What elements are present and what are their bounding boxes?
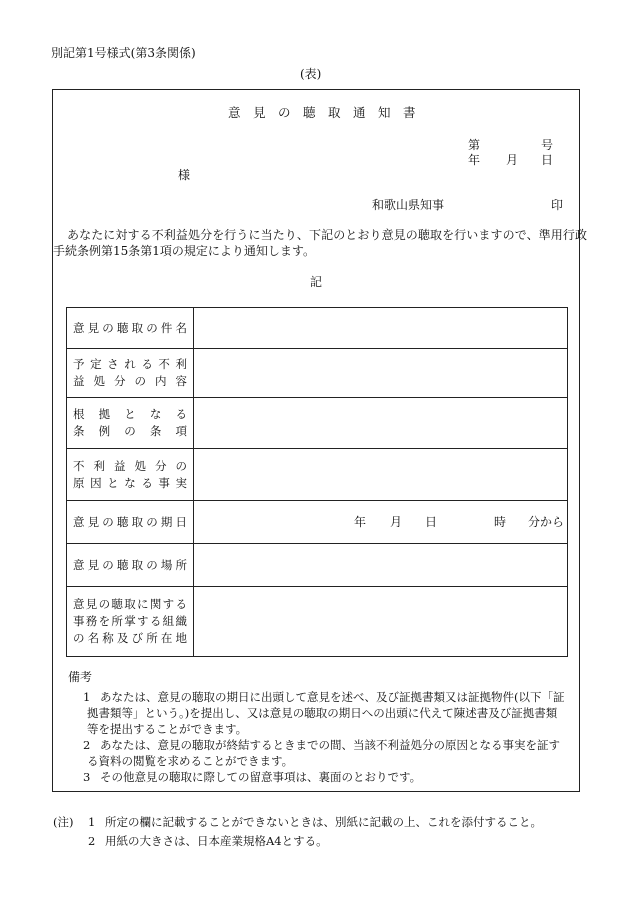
- organization-field[interactable]: [194, 587, 568, 657]
- footnote-2-number: 2: [88, 834, 96, 848]
- subject-field[interactable]: [194, 308, 568, 349]
- table-row: [67, 349, 568, 398]
- row-label-subject: 意見の聴取の件名: [67, 308, 194, 349]
- hearing-date-year: 年: [354, 515, 367, 529]
- row-label-organization: 意見の聴取に関する 事務を所掌する組織 の名称及び所在地: [67, 587, 194, 657]
- table-row: [67, 398, 568, 449]
- table-row: [67, 544, 568, 587]
- seal-mark: 印: [551, 198, 564, 212]
- footnote-label: (注): [53, 815, 74, 829]
- row-label-cause-facts: 不利益処分の 原因となる事実: [67, 449, 194, 501]
- hearing-date-field[interactable]: [194, 501, 568, 544]
- row-label-planned-disposition: 予定される不利 益処分の内容: [67, 349, 194, 398]
- row-label-legal-basis: 根 拠 と な る 条 例 の 条 項: [67, 398, 194, 449]
- table-row: [67, 449, 568, 501]
- remark-2-line2: る資料の閲覧を求めることができます。: [87, 754, 294, 768]
- footnote-1-text: 所定の欄に記載することができないときは、別紙に記載の上、これを添付すること。: [105, 815, 542, 829]
- table-row: [67, 308, 568, 349]
- remark-2-line1: あなたは、意見の聴取が終結するときまでの間、当該不利益処分の原因となる事実を証す: [100, 738, 560, 752]
- side-indicator: (表): [300, 67, 322, 81]
- doc-number-prefix: 第: [468, 138, 481, 152]
- ki-heading: 記: [310, 275, 323, 289]
- remark-1-line2: 拠書類等」という。)を提出し、又は意見の聴取の期日への出頭に代えて陳述書及び証拠書類: [87, 706, 558, 720]
- hearing-details-table: [66, 307, 568, 657]
- remark-1-line3: 等を提出することができます。: [87, 722, 248, 736]
- document-title: 意 見 の 聴 取 通 知 書: [228, 105, 416, 120]
- hearing-date-hour: 時: [494, 515, 507, 529]
- remarks-title: 備考: [68, 670, 93, 684]
- hearing-date-day: 日: [425, 515, 438, 529]
- form-reference: 別記第1号様式(第3条関係): [51, 46, 196, 60]
- issuer-name: 和歌山県知事: [372, 198, 445, 212]
- remark-3-line1: その他意見の聴取に際しての留意事項は、裏面のとおりです。: [100, 770, 422, 784]
- row-label-hearing-date: 意見の聴取の期日: [67, 501, 194, 544]
- table-row: [67, 587, 568, 657]
- row-label-hearing-place: 意見の聴取の場所: [67, 544, 194, 587]
- intro-text-line1: あなたに対する不利益処分を行うに当たり、下記のとおり意見の聴取を行いますので、準用行政: [67, 228, 588, 242]
- doc-number-suffix: 号: [541, 138, 554, 152]
- intro-text-line2: 手続条例第15条第1項の規定により通知します。: [53, 244, 315, 258]
- hearing-date-month: 月: [390, 515, 403, 529]
- date-year-label: 年: [468, 153, 481, 167]
- date-day-label: 日: [541, 153, 554, 167]
- legal-basis-field[interactable]: [194, 398, 568, 449]
- hearing-date-minute: 分から: [528, 515, 565, 529]
- remark-1-line1: あなたは、意見の聴取の期日に出頭して意見を述べ、及び証拠書類又は証拠物件(以下「証: [100, 690, 565, 704]
- remark-1-number: 1: [83, 690, 91, 704]
- footnote-2-text: 用紙の大きさは、日本産業規格A4とする。: [105, 834, 328, 848]
- hearing-place-field[interactable]: [194, 544, 568, 587]
- table-row: [67, 501, 568, 544]
- date-month-label: 月: [506, 153, 519, 167]
- planned-disposition-field[interactable]: [194, 349, 568, 398]
- remark-3-number: 3: [83, 770, 91, 784]
- addressee-suffix: 様: [178, 168, 191, 182]
- footnote-1-number: 1: [88, 815, 96, 829]
- cause-facts-field[interactable]: [194, 449, 568, 501]
- remark-2-number: 2: [83, 738, 91, 752]
